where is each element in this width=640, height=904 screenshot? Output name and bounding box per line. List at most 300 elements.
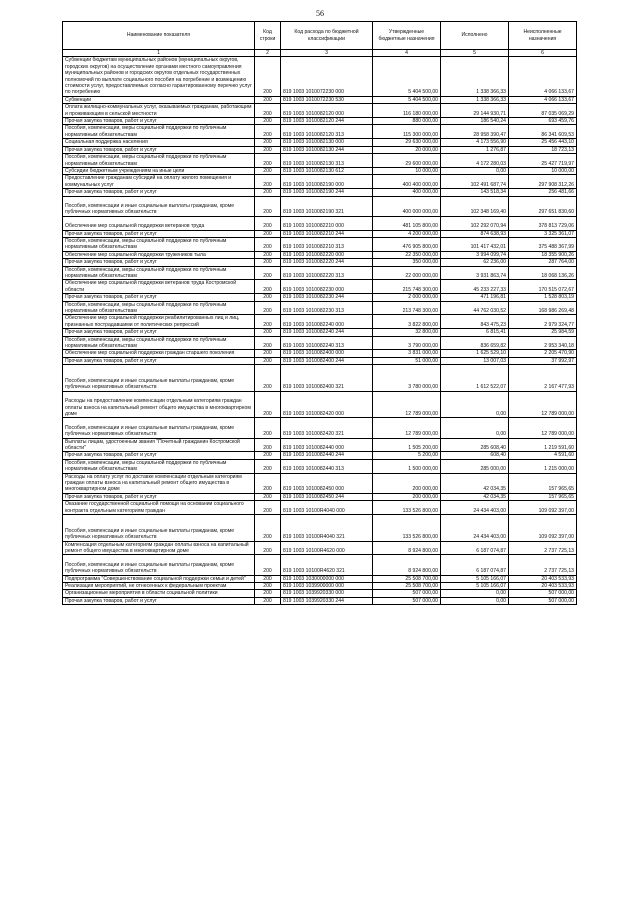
table-row [63,230,577,237]
column-number: 1 [63,50,255,57]
unexecuted-amount: 1 219 591,60 [509,438,577,452]
approved-amount: 507 000,00 [373,597,441,604]
indicator-name: Прочая закупка товаров, работ и услуг [63,259,255,266]
indicator-name: Пособия, компенсации и иные социальные выплаты гражданам, кроме публичных нормативных обязательств [63,418,255,438]
table-row [63,541,577,555]
line-code: 200 [255,196,281,216]
budget-code: 819 1003 1010082240 244 [281,329,373,336]
executed-amount: 836 659,82 [441,336,509,350]
line-code: 200 [255,541,281,555]
indicator-name: Пособия, компенсации и иные социальные выплаты гражданам, кроме публичных нормативных обязательств [63,555,255,575]
budget-code: 819 1003 1010082450 244 [281,493,373,500]
executed-amount: 608,40 [441,452,509,459]
unexecuted-amount: 4 066 133,67 [509,96,577,103]
table-row [63,266,577,280]
table-row [63,350,577,357]
column-number: 2 [255,50,281,57]
approved-amount: 200 000,00 [373,473,441,493]
indicator-name: Обеспечение мер социальной поддержки ветеранов труда Костромской области [63,280,255,294]
unexecuted-amount: 1 528 803,19 [509,294,577,301]
line-code: 200 [255,501,281,515]
unexecuted-amount: 375 488 367,99 [509,237,577,251]
indicator-name: Организационные мероприятия в области социальной политики [63,590,255,597]
indicator-name: Социальная поддержка населения [63,139,255,146]
indicator-name: Пособия, компенсации, меры социальной поддержки по публичным нормативным обязательствам [63,336,255,350]
line-code: 200 [255,357,281,364]
line-code: 200 [255,365,281,392]
column-number: 6 [509,50,577,57]
table-row [63,336,577,350]
table-row [63,575,577,582]
approved-amount: 116 180 000,00 [373,104,441,118]
executed-amount: 3 931 863,74 [441,266,509,280]
approved-amount: 22 000 000,00 [373,266,441,280]
unexecuted-amount: 12 789 000,00 [509,418,577,438]
unexecuted-amount: 2 737 725,13 [509,555,577,575]
table-row [63,315,577,329]
table-row [63,452,577,459]
executed-amount: 4 172 280,03 [441,154,509,168]
line-code: 200 [255,583,281,590]
unexecuted-amount: 507 000,00 [509,597,577,604]
unexecuted-amount: 4 066 133,67 [509,57,577,96]
line-code: 200 [255,493,281,500]
approved-amount: 2 000 000,00 [373,294,441,301]
approved-amount: 507 000,00 [373,590,441,597]
approved-amount: 213 748 300,00 [373,301,441,315]
budget-code: 819 1003 1010082450 000 [281,473,373,493]
line-code: 200 [255,167,281,174]
budget-code: 819 1003 1010082120 313 [281,125,373,139]
unexecuted-amount: 693 459,76 [509,118,577,125]
table-row [63,418,577,438]
approved-amount: 400 000,00 [373,189,441,196]
executed-amount: 6 187 074,87 [441,541,509,555]
indicator-name: Обеспечение мер социальной поддержки ветеранов труда [63,216,255,230]
indicator-name: Пособия, компенсации и иные социальные выплаты гражданам, кроме публичных нормативных обязательств [63,365,255,392]
budget-code: 819 1003 1010072230 000 [281,57,373,96]
approved-amount: 5 404 500,00 [373,57,441,96]
table-row [63,438,577,452]
approved-amount: 1 505 200,00 [373,438,441,452]
table-row [63,125,577,139]
executed-amount: 24 434 403,00 [441,515,509,542]
table-row [63,329,577,336]
line-code: 200 [255,125,281,139]
budget-code: 819 1003 1010072230 530 [281,96,373,103]
executed-amount: 0,00 [441,597,509,604]
indicator-name: Прочая закупка товаров, работ и услуг [63,230,255,237]
table-row [63,57,577,96]
table-row [63,391,577,418]
line-code: 200 [255,294,281,301]
approved-amount: 12 789 000,00 [373,418,441,438]
budget-code: 819 1003 1010082190 244 [281,189,373,196]
indicator-name: Пособия, компенсации и иные социальные выплаты гражданам, кроме публичных нормативных обязательств [63,196,255,216]
line-code: 200 [255,329,281,336]
indicator-name: Предоставление гражданам субсидий на оплату жилого помещения и коммунальных услуг [63,175,255,189]
line-code: 200 [255,280,281,294]
indicator-name: Расходы на оплату услуг по доставке компенсации отдельным категориям граждан оплаты взноса на капитальный ремонт общего имущества в многоквартирном доме [63,473,255,493]
unexecuted-amount: 86 341 609,53 [509,125,577,139]
line-code: 200 [255,315,281,329]
executed-amount: 843 475,23 [441,315,509,329]
indicator-name: Прочая закупка товаров, работ и услуг [63,329,255,336]
indicator-name: Субвенции бюджетам муниципальных районов (муниципальных округов, городских округов) на осуществление органами местного самоуправления муниципальных районов и городских округов отдельных государственных полномочий по выплате социального пособия на погребение и возмещению стоимости услуг, предоставляемых согласно гарантированному перечню услуг по погребению [63,57,255,96]
executed-amount: 6 815,41 [441,329,509,336]
indicator-name: Прочая закупка товаров, работ и услуг [63,357,255,364]
executed-amount: 6 187 074,87 [441,555,509,575]
line-code: 200 [255,391,281,418]
table-body [63,57,577,605]
line-code: 200 [255,104,281,118]
line-code: 200 [255,139,281,146]
indicator-name: Расходы на предоставление компенсации отдельным категориям граждан оплаты взноса на капитальный ремонт общего имущества в многоквартирном доме [63,391,255,418]
approved-amount: 51 000,00 [373,357,441,364]
header-indicator-name: Наименование показателя [63,22,255,50]
unexecuted-amount: 109 092 397,00 [509,515,577,542]
executed-amount: 42 034,35 [441,473,509,493]
executed-amount: 42 034,35 [441,493,509,500]
approved-amount: 10 000,00 [373,167,441,174]
approved-amount: 200 000,00 [373,493,441,500]
table-row [63,139,577,146]
table-row [63,501,577,515]
table-row [63,555,577,575]
budget-code: 819 1003 1010082120 000 [281,104,373,118]
table-row [63,251,577,258]
budget-code: 819 1003 1010082240 313 [281,336,373,350]
budget-code: 819 1003 1010082130 000 [281,139,373,146]
line-code: 200 [255,154,281,168]
line-code: 200 [255,555,281,575]
line-code: 200 [255,459,281,473]
line-code: 200 [255,57,281,96]
unexecuted-amount: 12 789 000,00 [509,391,577,418]
executed-amount: 285 608,40 [441,438,509,452]
table-row [63,597,577,604]
executed-amount: 102 491 687,74 [441,175,509,189]
indicator-name: Оплата жилищно-коммунальных услуг, оказываемых гражданам, работающим и проживающим в сельской местности [63,104,255,118]
line-code: 200 [255,118,281,125]
header-approved: Утвержденные бюджетные назначения [373,22,441,50]
table-row [63,189,577,196]
table-row [63,590,577,597]
budget-code: 819 1003 1010082240 000 [281,315,373,329]
indicator-name: Пособия, компенсации, меры социальной поддержки по публичным нормативным обязательствам [63,125,255,139]
budget-code: 819 1003 1010082400 321 [281,365,373,392]
executed-amount: 29 144 930,71 [441,104,509,118]
budget-code: 819 1003 10100R4620 000 [281,541,373,555]
indicator-name: Субсидии бюджетным учреждениям на иные цели [63,167,255,174]
table-row [63,583,577,590]
approved-amount: 8 924 800,00 [373,541,441,555]
approved-amount: 29 630 000,00 [373,139,441,146]
line-code: 200 [255,216,281,230]
executed-amount: 101 417 432,01 [441,237,509,251]
column-number: 4 [373,50,441,57]
executed-amount: 5 105 166,07 [441,583,509,590]
header-executed: Исполнено [441,22,509,50]
unexecuted-amount: 18 355 900,26 [509,251,577,258]
unexecuted-amount: 109 092 397,00 [509,501,577,515]
unexecuted-amount: 378 813 729,06 [509,216,577,230]
approved-amount: 22 350 000,00 [373,251,441,258]
approved-amount: 115 300 000,00 [373,125,441,139]
indicator-name: Прочая закупка товаров, работ и услуг [63,452,255,459]
budget-code: 819 1003 10100R4040 000 [281,501,373,515]
executed-amount: 1 612 522,07 [441,365,509,392]
budget-code: 819 1003 10100R4040 321 [281,515,373,542]
executed-amount: 0,00 [441,418,509,438]
executed-amount: 3 994 099,74 [441,251,509,258]
column-number-row [63,50,577,57]
line-code: 200 [255,473,281,493]
approved-amount: 12 789 000,00 [373,391,441,418]
approved-amount: 20 000,00 [373,146,441,153]
executed-amount: 62 236,00 [441,259,509,266]
budget-code: 819 1003 1010082130 313 [281,154,373,168]
unexecuted-amount: 2 737 725,13 [509,541,577,555]
budget-code: 819 1003 1010082440 313 [281,459,373,473]
executed-amount: 13 007,03 [441,357,509,364]
unexecuted-amount: 170 515 072,67 [509,280,577,294]
indicator-name: Обеспечение мер социальной поддержки граждан старшего поколения [63,350,255,357]
budget-code: 819 1003 1010082230 244 [281,294,373,301]
line-code: 200 [255,230,281,237]
executed-amount: 143 518,34 [441,189,509,196]
line-code: 200 [255,146,281,153]
indicator-name: Компенсация отдельным категориям граждан оплаты взноса на капитальный ремонт общего имущества в многоквартирном доме [63,541,255,555]
approved-amount: 1 500 000,00 [373,459,441,473]
unexecuted-amount: 18 723,13 [509,146,577,153]
line-code: 200 [255,251,281,258]
approved-amount: 880 000,00 [373,118,441,125]
executed-amount: 285 000,00 [441,459,509,473]
executed-amount: 5 105 166,07 [441,575,509,582]
line-code: 200 [255,597,281,604]
approved-amount: 133 526 800,00 [373,515,441,542]
executed-amount: 102 348 169,40 [441,196,509,216]
unexecuted-amount: 18 068 136,26 [509,266,577,280]
approved-amount: 5 404 500,00 [373,96,441,103]
unexecuted-amount: 1 215 000,00 [509,459,577,473]
table-row [63,118,577,125]
table-row [63,146,577,153]
table-row [63,96,577,103]
line-code: 200 [255,237,281,251]
indicator-name: Подпрограмма "Совершенствование социальной поддержки семьи и детей" [63,575,255,582]
table-row [63,365,577,392]
budget-code: 819 1003 1010082220 313 [281,266,373,280]
budget-code: 819 1003 1010082220 000 [281,251,373,258]
line-code: 200 [255,259,281,266]
executed-amount: 1 276,87 [441,146,509,153]
budget-code: 819 1003 1010082230 313 [281,301,373,315]
table-row [63,294,577,301]
unexecuted-amount: 168 986 269,48 [509,301,577,315]
header-line-code: Код строки [255,22,281,50]
table-row [63,280,577,294]
budget-code: 819 1003 1039900000 000 [281,583,373,590]
budget-code: 819 1003 1010082130 612 [281,167,373,174]
line-code: 200 [255,452,281,459]
unexecuted-amount: 4 591,60 [509,452,577,459]
budget-code: 819 1003 1010082120 244 [281,118,373,125]
budget-code: 819 1003 1039920330 244 [281,597,373,604]
table-row [63,154,577,168]
approved-amount: 215 748 300,00 [373,280,441,294]
indicator-name: Прочая закупка товаров, работ и услуг [63,189,255,196]
approved-amount: 133 526 800,00 [373,501,441,515]
executed-amount: 0,00 [441,590,509,597]
executed-amount: 0,00 [441,167,509,174]
executed-amount: 4 173 556,90 [441,139,509,146]
approved-amount: 350 000,00 [373,259,441,266]
approved-amount: 481 105 800,00 [373,216,441,230]
page-number: 56 [316,9,324,18]
approved-amount: 3 822 800,00 [373,315,441,329]
executed-amount: 0,00 [441,391,509,418]
table-row [63,515,577,542]
executed-amount: 1 338 366,33 [441,96,509,103]
approved-amount: 32 800,00 [373,329,441,336]
unexecuted-amount: 25 984,59 [509,329,577,336]
line-code: 200 [255,266,281,280]
budget-code: 819 1003 1010082420 000 [281,391,373,418]
budget-code: 819 1003 1010082400 000 [281,350,373,357]
unexecuted-amount: 25 456 443,10 [509,139,577,146]
column-number: 3 [281,50,373,57]
indicator-name: Пособия, компенсации и иные социальные выплаты гражданам, кроме публичных нормативных обязательств [63,515,255,542]
indicator-name: Оказание государственной социальной помощи на основании социального контракта отдельным категориям граждан [63,501,255,515]
unexecuted-amount: 507 000,00 [509,590,577,597]
unexecuted-amount: 157 965,65 [509,473,577,493]
indicator-name: Пособия, компенсации, меры социальной поддержки по публичным нормативным обязательствам [63,154,255,168]
indicator-name: Прочая закупка товаров, работ и услуг [63,146,255,153]
budget-code: 819 1003 1039920330 000 [281,590,373,597]
line-code: 200 [255,590,281,597]
indicator-name: Обеспечение мер социальной поддержки тружеников тыла [63,251,255,258]
table-row [63,459,577,473]
approved-amount: 4 200 000,00 [373,230,441,237]
unexecuted-amount: 87 035 069,29 [509,104,577,118]
table-row [63,196,577,216]
approved-amount: 3 831 000,00 [373,350,441,357]
indicator-name: Субвенции [63,96,255,103]
approved-amount: 3 780 000,00 [373,365,441,392]
header-row [63,22,577,50]
line-code: 200 [255,438,281,452]
budget-code: 819 1003 1010082440 244 [281,452,373,459]
table-row [63,237,577,251]
unexecuted-amount: 2 953 340,18 [509,336,577,350]
budget-code: 819 1003 1010082400 244 [281,357,373,364]
budget-code: 819 1003 1010082210 313 [281,237,373,251]
budget-code: 819 1003 1010082210 000 [281,216,373,230]
line-code: 200 [255,96,281,103]
approved-amount: 476 905 800,00 [373,237,441,251]
line-code: 200 [255,350,281,357]
unexecuted-amount: 20 403 533,93 [509,575,577,582]
unexecuted-amount: 297 908 312,26 [509,175,577,189]
table-row [63,104,577,118]
table-row [63,259,577,266]
executed-amount: 102 292 070,94 [441,216,509,230]
unexecuted-amount: 287 764,00 [509,259,577,266]
indicator-name: Пособия, компенсации, меры социальной поддержки по публичным нормативным обязательствам [63,301,255,315]
table-row [63,493,577,500]
line-code: 200 [255,175,281,189]
executed-amount: 44 762 030,52 [441,301,509,315]
table-row [63,216,577,230]
table-row [63,167,577,174]
approved-amount: 3 790 000,00 [373,336,441,350]
approved-amount: 8 924 800,00 [373,555,441,575]
header-budget-code: Код расхода по бюджетной классификации [281,22,373,50]
line-code: 200 [255,336,281,350]
indicator-name: Выплаты лицам, удостоенным звания "Почетный гражданин Костромской области" [63,438,255,452]
unexecuted-amount: 2 979 324,77 [509,315,577,329]
unexecuted-amount: 25 427 719,97 [509,154,577,168]
table-row [63,473,577,493]
table-row [63,175,577,189]
executed-amount: 24 434 403,00 [441,501,509,515]
approved-amount: 5 200,00 [373,452,441,459]
indicator-name: Пособия, компенсации, меры социальной поддержки по публичным нормативным обязательствам [63,459,255,473]
indicator-name: Прочая закупка товаров, работ и услуг [63,597,255,604]
indicator-name: Прочая закупка товаров, работ и услуг [63,118,255,125]
unexecuted-amount: 297 651 830,60 [509,196,577,216]
approved-amount: 25 508 700,00 [373,583,441,590]
line-code: 200 [255,418,281,438]
approved-amount: 400 400 000,00 [373,175,441,189]
executed-amount: 28 958 390,47 [441,125,509,139]
executed-amount: 874 638,93 [441,230,509,237]
unexecuted-amount: 2 167 477,93 [509,365,577,392]
budget-code: 819 1003 1010082220 244 [281,259,373,266]
budget-code: 819 1003 1010082420 321 [281,418,373,438]
unexecuted-amount: 37 992,97 [509,357,577,364]
unexecuted-amount: 20 403 533,93 [509,583,577,590]
budget-code: 819 1003 1030000000 000 [281,575,373,582]
budget-code: 819 1003 10100R4620 321 [281,555,373,575]
budget-execution-table [62,21,577,605]
unexecuted-amount: 3 325 361,07 [509,230,577,237]
budget-code: 819 1003 1010082230 000 [281,280,373,294]
executed-amount: 186 540,24 [441,118,509,125]
unexecuted-amount: 256 481,66 [509,189,577,196]
line-code: 200 [255,575,281,582]
executed-amount: 471 196,81 [441,294,509,301]
budget-code: 819 1003 1010082190 000 [281,175,373,189]
budget-code: 819 1003 1010082190 321 [281,196,373,216]
approved-amount: 400 000 000,00 [373,196,441,216]
indicator-name: Реализация мероприятий, не отнесенных к федеральным проектам [63,583,255,590]
approved-amount: 25 508 700,00 [373,575,441,582]
table-row [63,301,577,315]
indicator-name: Пособия, компенсации, меры социальной поддержки по публичным нормативным обязательствам [63,266,255,280]
budget-code: 819 1003 1010082440 000 [281,438,373,452]
executed-amount: 1 625 529,10 [441,350,509,357]
unexecuted-amount: 157 965,65 [509,493,577,500]
indicator-name: Прочая закупка товаров, работ и услуг [63,493,255,500]
approved-amount: 29 600 000,00 [373,154,441,168]
line-code: 200 [255,515,281,542]
executed-amount: 1 338 366,33 [441,57,509,96]
indicator-name: Пособия, компенсации, меры социальной поддержки по публичным нормативным обязательствам [63,237,255,251]
column-number: 5 [441,50,509,57]
